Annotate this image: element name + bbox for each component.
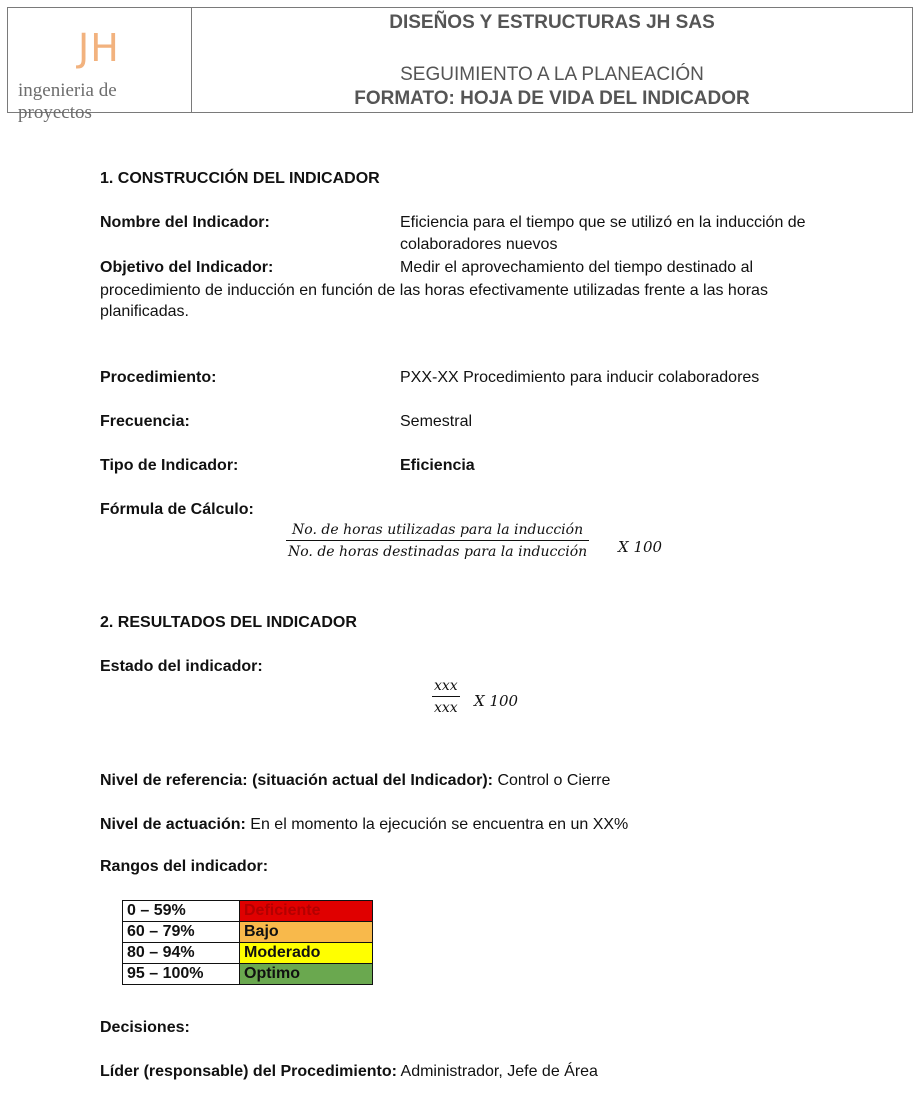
leader-label: Líder (responsable) del Procedimiento: <box>100 1063 397 1080</box>
state-denominator: xxx <box>434 700 458 716</box>
range-value: 0 – 59% <box>123 901 240 922</box>
range-row <box>123 943 373 964</box>
action-value: En el momento la ejecución se encuentra en un XX% <box>245 816 629 833</box>
state-numerator: xxx <box>432 678 460 697</box>
range-row <box>123 922 373 943</box>
state-fraction <box>432 678 460 716</box>
reference-level <box>100 770 860 791</box>
frequency-label: Frecuencia: <box>100 413 190 430</box>
decisions-label: Decisiones: <box>100 1019 190 1036</box>
state-label: Estado del indicador: <box>100 658 263 675</box>
process-name: SEGUIMIENTO A LA PLANEACIÓN <box>400 64 704 85</box>
procedure-leader <box>100 1061 860 1082</box>
formula-multiplier: X 100 <box>618 538 663 556</box>
indicator-name-line2: colaboradores nuevos <box>400 236 558 253</box>
indicator-name-line1: Eficiencia para el tiempo que se utilizó en la inducción de <box>400 214 806 231</box>
ranges-table <box>122 900 373 985</box>
logo-mark: JH <box>78 26 120 70</box>
leader-value: Administrador, Jefe de Área <box>396 1063 598 1080</box>
formula-fraction <box>286 522 589 560</box>
frequency-value: Semestral <box>400 413 473 430</box>
document-header <box>7 7 913 123</box>
procedure-value: PXX-XX Procedimiento para inducir colaboradores <box>400 369 760 386</box>
ranges-label: Rangos del indicador: <box>100 858 269 875</box>
indicator-name-label: Nombre del Indicador: <box>100 214 270 231</box>
action-label: Nivel de actuación: <box>100 816 246 833</box>
range-value: 80 – 94% <box>123 943 240 964</box>
range-category: Optimo <box>240 964 373 985</box>
range-category: Deficiente <box>240 901 373 922</box>
logo-text: ingenieria de proyectos <box>18 80 117 123</box>
state-multiplier: X 100 <box>474 692 519 710</box>
objective-label: Objetivo del Indicador: <box>100 259 274 276</box>
range-row <box>123 901 373 922</box>
format-title: FORMATO: HOJA DE VIDA DEL INDICADOR <box>354 88 750 109</box>
header-titles <box>192 8 912 112</box>
reference-value: Control o Cierre <box>493 772 611 789</box>
formula-denominator: No. de horas destinadas para la inducción <box>288 544 588 560</box>
formula-numerator: No. de horas utilizadas para la inducción <box>286 522 589 541</box>
reference-label: Nivel de referencia: (situación actual del Indicador): <box>100 772 493 789</box>
range-value: 60 – 79% <box>123 922 240 943</box>
range-row <box>123 964 373 985</box>
indicator-type-label: Tipo de Indicador: <box>100 457 239 474</box>
procedure-label: Procedimiento: <box>100 369 217 386</box>
action-level <box>100 814 860 835</box>
objective-first-line: Medir el aprovechamiento del tiempo destinado al <box>400 259 754 276</box>
company-name: DISEÑOS Y ESTRUCTURAS JH SAS <box>389 12 715 33</box>
section-1-title: 1. CONSTRUCCIÓN DEL INDICADOR <box>100 170 380 187</box>
range-category: Bajo <box>240 922 373 943</box>
range-category: Moderado <box>240 943 373 964</box>
objective-rest: procedimiento de inducción en función de las horas efectivamente utilizadas frente a las horas planificadas. <box>100 282 768 320</box>
section-2-title: 2. RESULTADOS DEL INDICADOR <box>100 614 357 631</box>
range-value: 95 – 100% <box>123 964 240 985</box>
formula-label: Fórmula de Cálculo: <box>100 501 254 518</box>
logo <box>8 8 192 123</box>
indicator-type-value: Eficiencia <box>400 457 475 474</box>
